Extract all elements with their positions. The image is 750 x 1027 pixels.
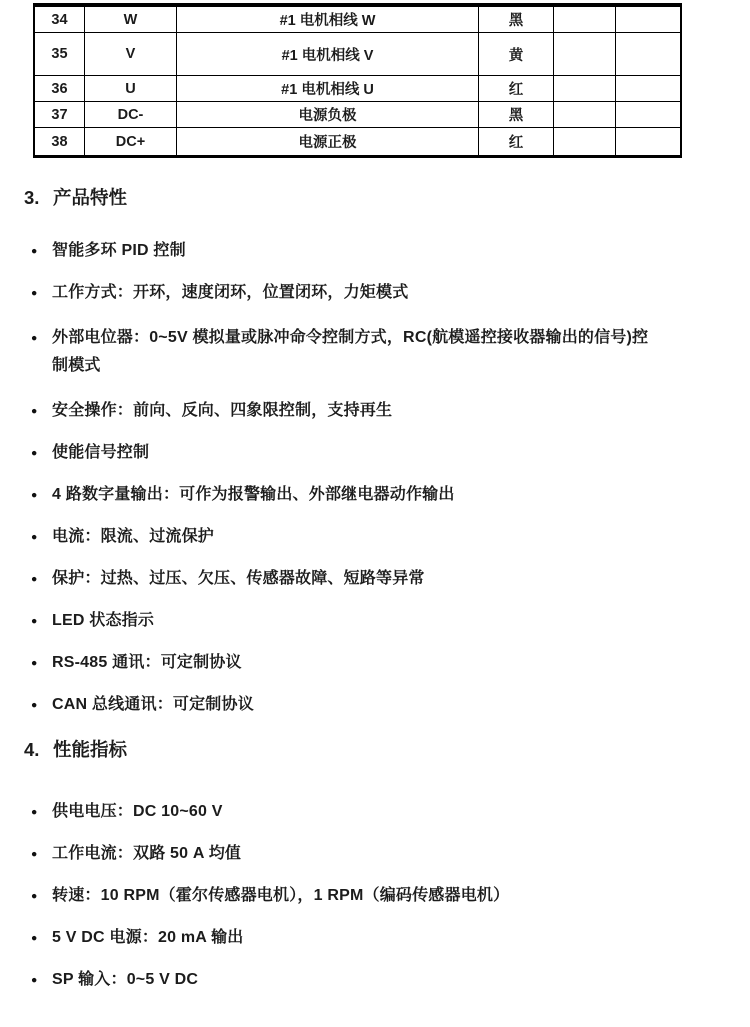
list-item-text: 供电电压：DC 10~60 V	[52, 803, 223, 820]
cell-remark	[616, 76, 680, 102]
bullet-icon: ●	[31, 932, 38, 944]
section-number: 3.	[24, 187, 40, 208]
list-item	[31, 442, 720, 464]
list-item	[31, 885, 720, 907]
table-row	[35, 7, 680, 33]
cell-wire-color: 黑	[479, 102, 554, 128]
list-item-text: 4 路数字量输出：可作为报警输出、外部继电器动作输出	[52, 486, 455, 503]
list-item	[31, 843, 720, 865]
list-item-text: SP 输入：0~5 V DC	[52, 971, 199, 988]
bullet-icon: ●	[31, 573, 38, 585]
list-item	[31, 400, 720, 422]
table-row	[35, 76, 680, 102]
cell-remark	[616, 102, 680, 128]
bullet-icon: ●	[31, 806, 38, 818]
cell-remark	[554, 128, 616, 155]
cell-remark	[616, 128, 680, 155]
list-item	[31, 526, 720, 548]
cell-wire-color: 黑	[479, 7, 554, 33]
bullet-icon: ●	[31, 489, 38, 501]
bullet-icon: ●	[31, 405, 38, 417]
bullet-icon: ●	[31, 615, 38, 627]
list-item-text: 电流：限流、过流保护	[52, 528, 215, 545]
list-item	[31, 282, 720, 304]
cell-signal: U	[85, 76, 177, 102]
bullet-icon: ●	[31, 447, 38, 459]
cell-pin-number: 34	[35, 7, 85, 33]
list-item	[31, 927, 720, 949]
list-item-text: LED 状态指示	[52, 612, 155, 629]
table-row	[35, 128, 680, 155]
list-item	[31, 969, 720, 991]
section-title: 性能指标	[53, 739, 128, 760]
cell-wire-color: 红	[479, 128, 554, 155]
cell-description: #1 电机相线 W	[177, 7, 479, 33]
list-item	[31, 324, 720, 380]
cell-signal: W	[85, 7, 177, 33]
list-item-text: RS-485 通讯：可定制协议	[52, 654, 242, 671]
bullet-icon: ●	[31, 245, 38, 257]
bullet-icon: ●	[31, 332, 38, 344]
section-number: 4.	[24, 739, 40, 760]
cell-signal: V	[85, 33, 177, 76]
cell-remark	[554, 7, 616, 33]
spec-list	[0, 801, 750, 991]
list-item-text: 智能多环 PID 控制	[52, 242, 186, 259]
list-item-text: 工作电流：双路 50 A 均值	[52, 845, 242, 862]
list-item	[31, 610, 720, 632]
cell-remark	[554, 33, 616, 76]
cell-remark	[554, 102, 616, 128]
bullet-icon: ●	[31, 699, 38, 711]
list-item	[31, 240, 720, 262]
cell-pin-number: 38	[35, 128, 85, 155]
list-item-text: 5 V DC 电源：20 mA 输出	[52, 929, 244, 946]
bullet-icon: ●	[31, 848, 38, 860]
list-item-line-1: 外部电位器：0~5V 模拟量或脉冲命令控制方式，RC(航模遥控接收器输出的信号)控	[52, 329, 649, 346]
bullet-icon: ●	[31, 287, 38, 299]
cell-pin-number: 37	[35, 102, 85, 128]
cell-description: 电源负极	[177, 102, 479, 128]
table-row	[35, 102, 680, 128]
section-heading-performance-specs	[24, 736, 750, 763]
list-item	[31, 484, 720, 506]
feature-list	[0, 240, 750, 716]
bullet-icon: ●	[31, 974, 38, 986]
bullet-icon: ●	[31, 890, 38, 902]
list-item-text: 工作方式：开环，速度闭环，位置闭环，力矩模式	[52, 284, 409, 301]
document-page	[0, 3, 750, 991]
list-item-text: CAN 总线通讯：可定制协议	[52, 696, 254, 713]
cell-signal: DC+	[85, 128, 177, 155]
wiring-table	[33, 3, 682, 158]
list-item-line-2: 制模式	[52, 357, 101, 374]
list-item-text: 保护：过热、过压、欠压、传感器故障、短路等异常	[52, 570, 425, 587]
cell-description: #1 电机相线 U	[177, 76, 479, 102]
cell-wire-color: 黄	[479, 33, 554, 76]
bullet-icon: ●	[31, 657, 38, 669]
cell-remark	[616, 7, 680, 33]
list-item-text	[52, 324, 648, 380]
list-item-text: 安全操作：前向、反向、四象限控制，支持再生	[52, 402, 393, 419]
cell-pin-number: 35	[35, 33, 85, 76]
list-item	[31, 652, 720, 674]
section-title: 产品特性	[53, 187, 128, 208]
bullet-icon: ●	[31, 531, 38, 543]
list-item	[31, 568, 720, 590]
list-item	[31, 801, 720, 823]
list-item	[31, 694, 720, 716]
cell-pin-number: 36	[35, 76, 85, 102]
list-item-text: 转速：10 RPM（霍尔传感器电机），1 RPM（编码传感器电机）	[52, 887, 510, 904]
cell-description: 电源正极	[177, 128, 479, 155]
cell-description: #1 电机相线 V	[177, 33, 479, 76]
cell-remark	[616, 33, 680, 76]
section-heading-product-features	[24, 184, 750, 211]
cell-wire-color: 红	[479, 76, 554, 102]
table-row	[35, 33, 680, 76]
list-item-text: 使能信号控制	[52, 444, 150, 461]
cell-signal: DC-	[85, 102, 177, 128]
cell-remark	[554, 76, 616, 102]
